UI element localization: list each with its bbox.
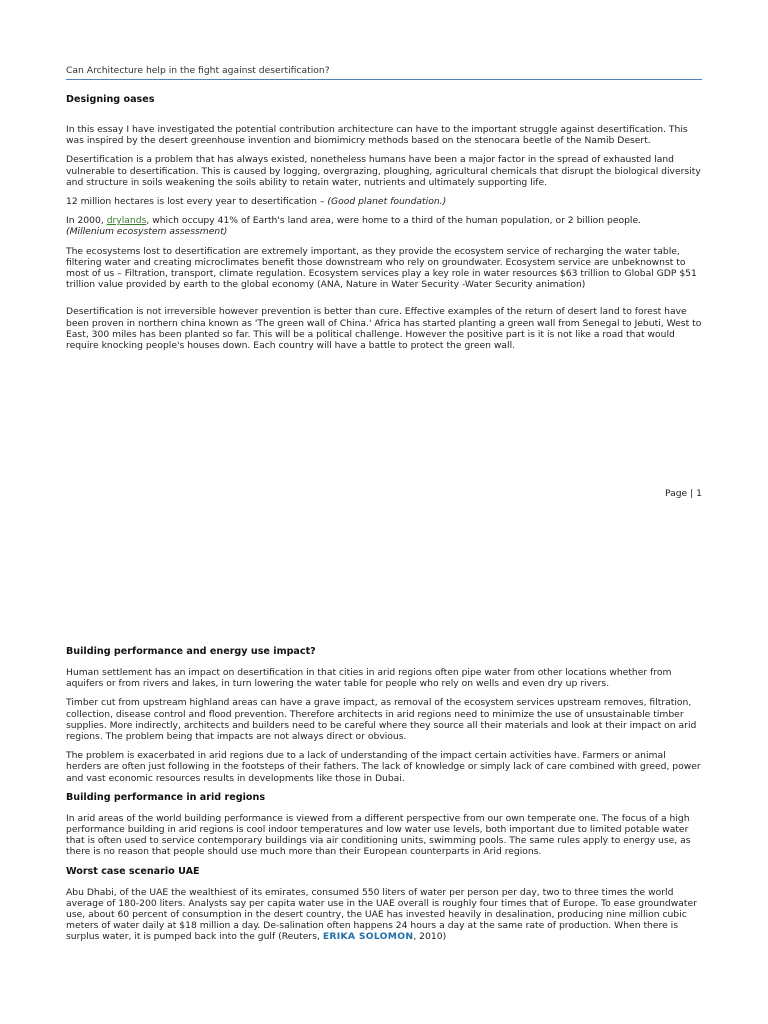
- exacerbated-paragraph: The problem is exacerbated in arid regions due to a lack of understanding of the impact certain activities have. Farmers or animal herders are often just following in the footsteps of their fathers. The lack of knowledge or simply lack of care combined with greed, power and vast economic resources results in developments like those in Dubai.: [66, 750, 701, 784]
- stat-paragraph: [66, 196, 702, 207]
- uae-paragraph: [66, 887, 702, 943]
- uae-text: Abu Dhabi, of the UAE the wealthiest of its emirates, consumed 550 liters of water per person per day, two to three times the world average of 180-200 liters. Analysts say per capita water use in the UAE overall is roughly four times that of Europe. To ease groundwater use, about 60 percent of consumption in the desert country, the UAE has invested heavily in desalination, producing nine million cubic meters of water daily at $18 million a day. De-salination often happens 24 hours a day at the same rate of production. When there is surplus water, it is pumped back into the gulf (Reuters,: [66, 886, 697, 943]
- irreversible-paragraph: Desertification is not irreversible however prevention is better than cure. Effective examples of the return of desert land to forest have been proven in northern china known as 'The green wall of China.' Africa has started planting a green wall from Senegal to Jebuti, West to East, 300 miles has been planted so far. This will be a political challenge. However the positive part is it is not like a road that would require knocking people's houses down. Each country will have a battle to protect the green wall.: [66, 306, 702, 352]
- subtitle-arid-regions: Building performance in arid regions: [66, 791, 266, 803]
- uae-author-link[interactable]: ERIKA SOLOMON: [322, 931, 414, 943]
- timber-paragraph: Timber cut from upstream highland areas can have a grave impact, as removal of the ecosystem services upstream removes, filtration, collection, disease control and flood prevention. Therefore architects in arid regions need to minimize the use of unsustainable timber supplies. More indirectly, architects and builders need to be careful where they source all their materials and look at their impact on arid regions. The problem being that impacts are not always direct or obvious.: [66, 697, 697, 743]
- section-title-designing-oases: Designing oases: [66, 94, 155, 105]
- running-header: Can Architecture help in the fight against desertification?: [66, 65, 702, 80]
- desertification-paragraph: Desertification is a problem that has always existed, nonetheless humans have been a major factor in the spread of exhausted land vulnerable to desertification. This is caused by logging, overgrazing, ploughing, agricultural chemicals that disrupt the biological diversity and structure in soils weakening the soils ability to retain water, nutrients and ultimately supporting life.: [66, 154, 701, 188]
- drylands-link[interactable]: drylands: [106, 215, 147, 227]
- settlement-paragraph: Human settlement has an impact on desertification in that cities in arid regions often pipe water from other locations whether from aquifers or from rivers and lakes, in turn lowering the water table for people who rely on wells and even dry up rivers.: [66, 667, 672, 690]
- document-page-1: [66, 60, 702, 499]
- stat-text: 12 million hectares is lost every year to desertification –: [66, 196, 328, 208]
- drylands-citation: (Millenium ecosystem assessment): [66, 226, 228, 238]
- page-number: Page | 1: [664, 488, 702, 499]
- drylands-suffix: , which occupy 41% of Earth's land area, were home to a third of the human population, or 2 billion people.: [146, 215, 642, 227]
- uae-year: , 2010): [413, 931, 447, 943]
- arid-paragraph: In arid areas of the world building performance is viewed from a different perspective from our own temperate one. The focus of a high performance building in arid regions is cool indoor temperatures and low water use levels, both important due to limited potable water that is often used to service contemporary buildings via air conditioning units, swimming pools. The same rules apply to energy use, as there is no reason that people should use much more than their European counterparts in Arid regions.: [66, 812, 691, 858]
- stat-citation: (Good planet foundation.): [327, 196, 447, 208]
- subtitle-uae: Worst case scenario UAE: [66, 865, 200, 877]
- document-page-2: [66, 646, 702, 951]
- section-title-building-performance: Building performance and energy use impact?: [66, 646, 316, 657]
- ecosystems-paragraph: The ecosystems lost to desertification are extremely important, as they provide the ecosystem service of recharging the water table, filtering water and creating microclimates benefit those downstream who rely on groundwater. Ecosystem service are unbeknownst to most of us – Filtration, transport, climate regulation. Ecosystem services play a key role in water resources $63 trillion to Global GDP $51 trillion value provided by earth to the global economy (ANA, Nature in Water Security -Water Security animation): [66, 245, 697, 291]
- intro-paragraph: In this essay I have investigated the potential contribution architecture can have to the important struggle against desertification. This was inspired by the desert greenhouse invention and biomimicry methods based on the stenocara beetle of the Namib Desert.: [66, 124, 688, 147]
- drylands-paragraph: [66, 215, 702, 237]
- drylands-prefix: In 2000,: [66, 215, 107, 227]
